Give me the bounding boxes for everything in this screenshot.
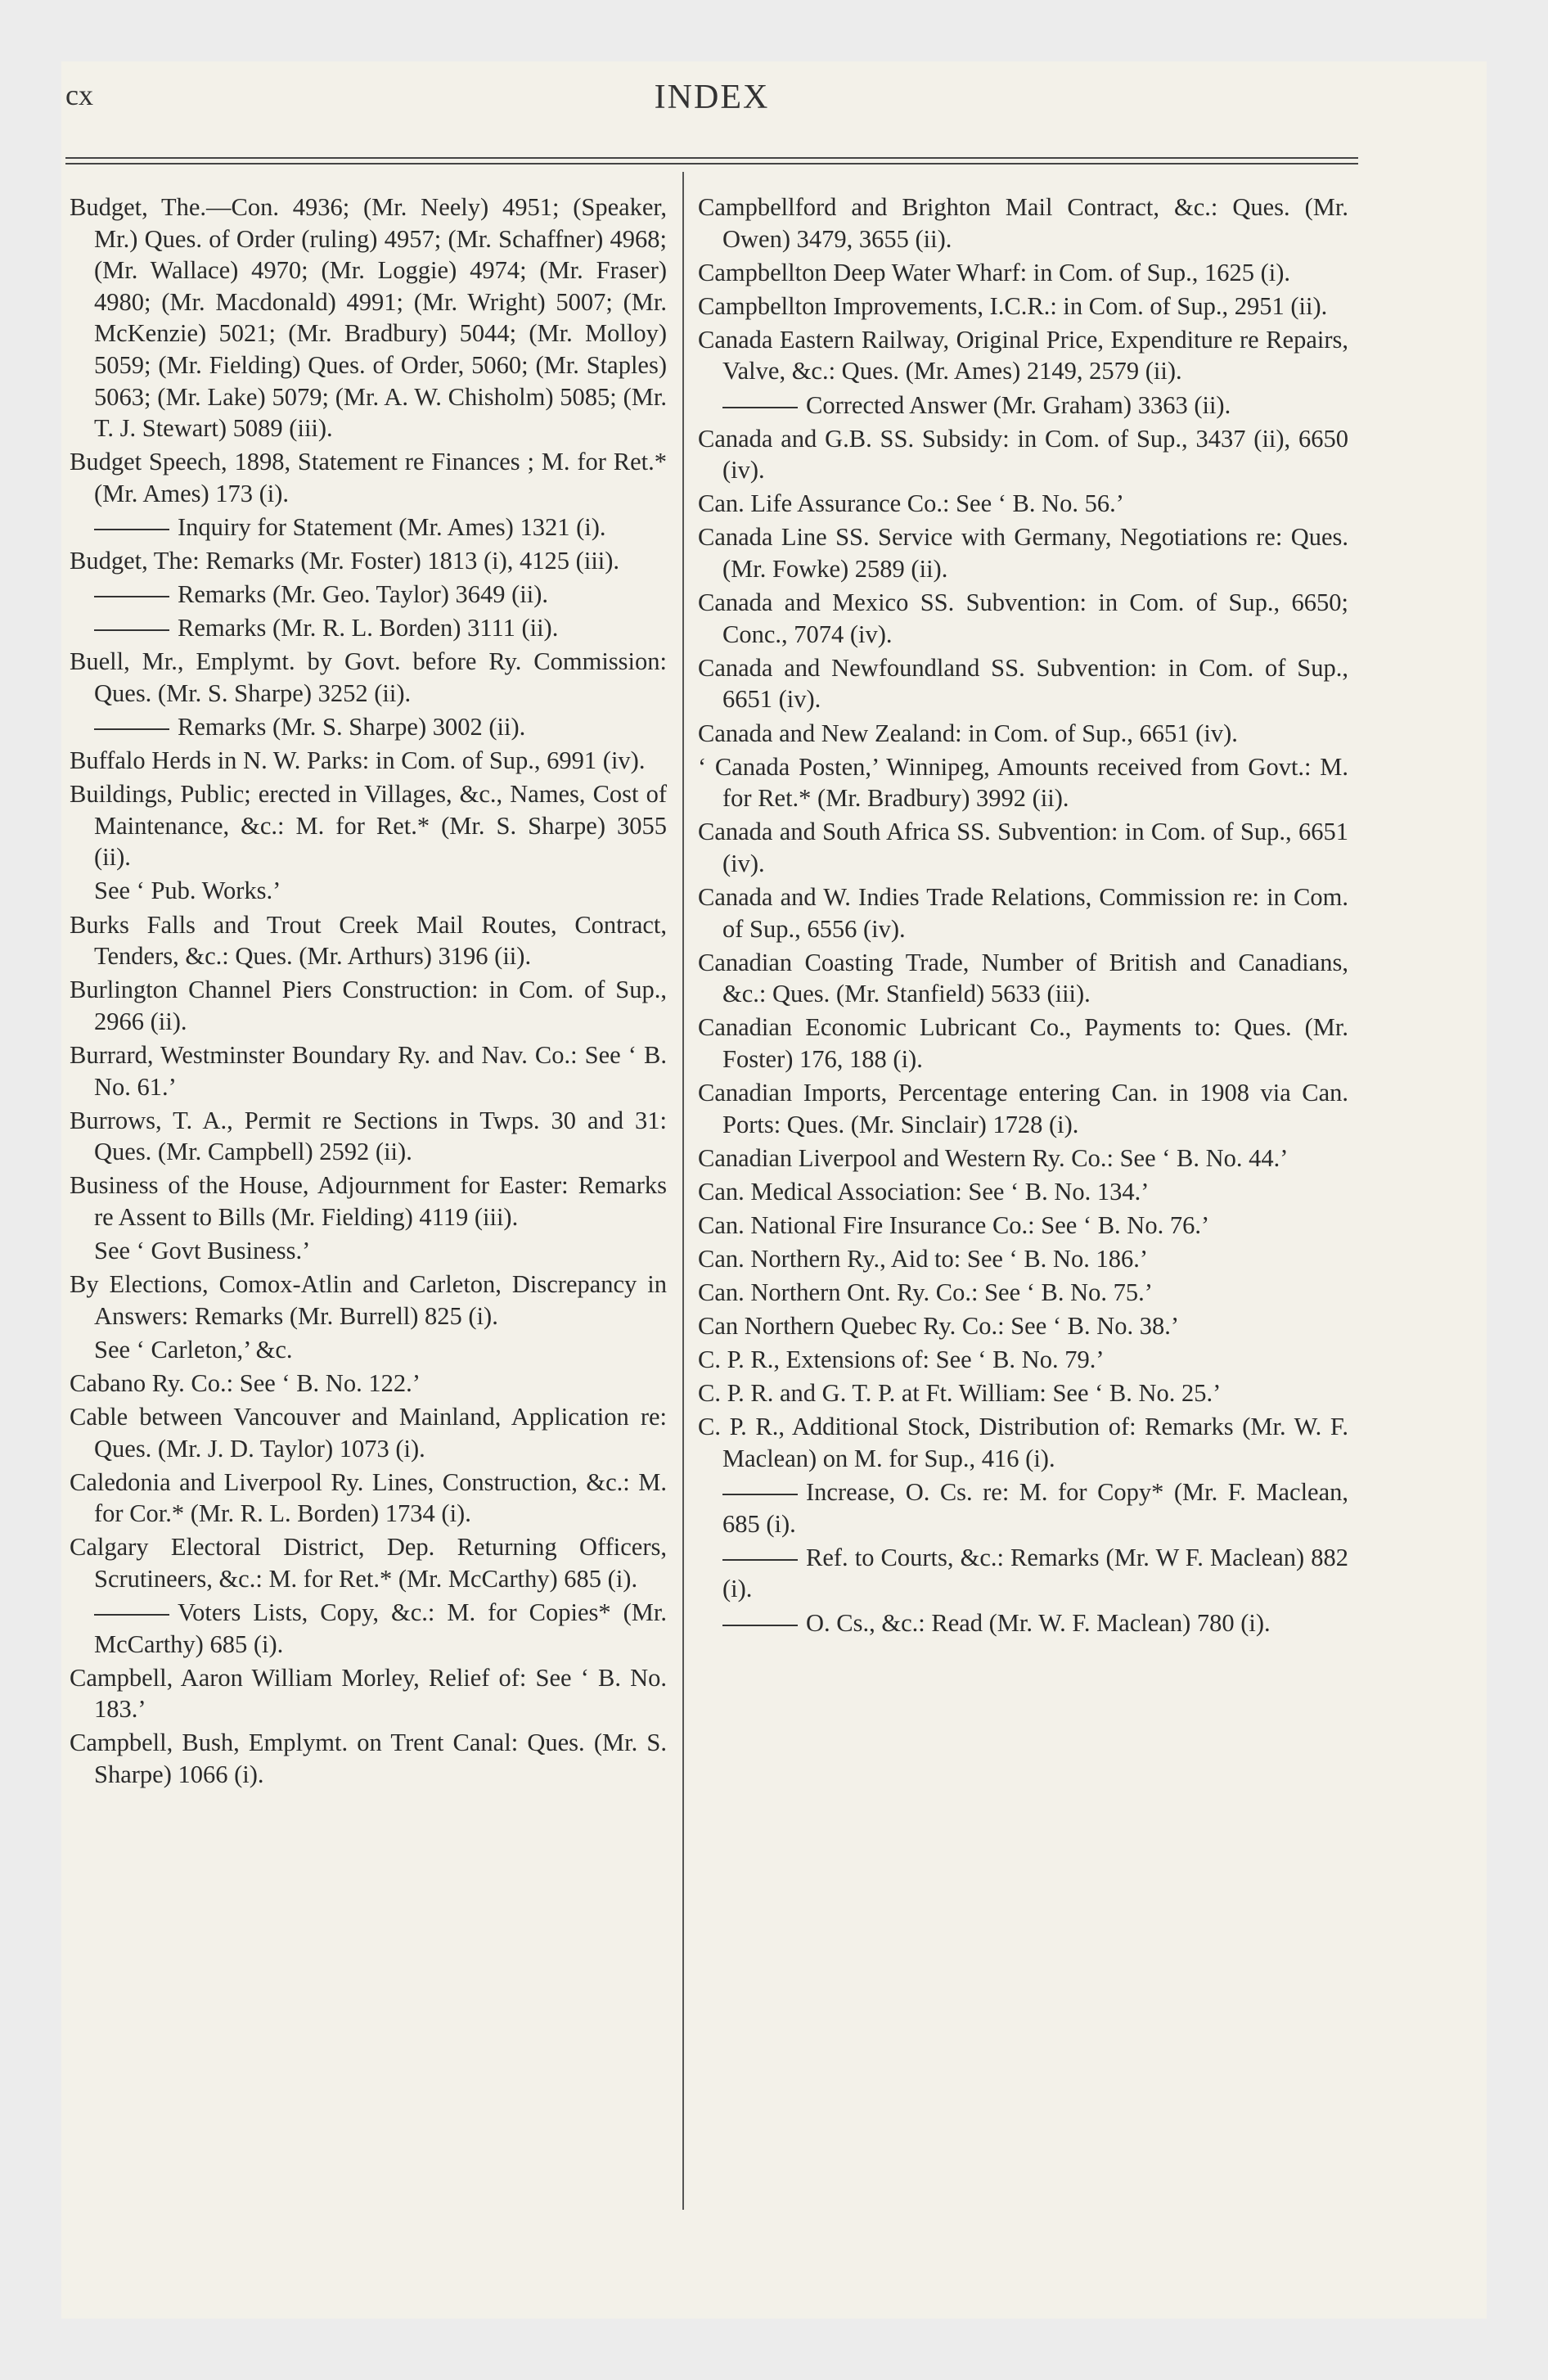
index-entry [698,1377,1348,1409]
index-entry [70,1531,667,1594]
entry-text: Burlington Channel Piers Construction: in Com. of Sup., 2966 (ii). [70,976,667,1035]
entry-text: Corrected Answer (Mr. Graham) 3363 (ii). [806,390,1231,419]
entry-text: Budget Speech, 1898, Statement re Finances ; M. for Ret.* (Mr. Ames) 173 (i). [70,448,667,507]
index-entry [70,1269,667,1332]
entry-text: Campbellford and Brighton Mail Contract, &c.: Ques. (Mr. Owen) 3479, 3655 (ii). [698,193,1348,253]
index-subentry [70,1597,667,1660]
entry-text: Can. Northern Ry., Aid to: See ‘ B. No. 186.’ [698,1245,1148,1273]
entry-text: Canadian Imports, Percentage entering Can. in 1908 via Can. Ports: Ques. (Mr. Sinclair) 1728 (i). [698,1079,1348,1138]
entry-text: Burks Falls and Trout Creek Mail Routes, Contract, Tenders, &c.: Ques. (Mr. Arthurs) 3196 (ii). [70,910,667,971]
ditto-dash [94,728,169,730]
entry-text: Canadian Economic Lubricant Co., Payments to: Ques. (Mr. Foster) 176, 188 (i). [698,1013,1348,1073]
index-subentry [70,579,667,611]
index-entry [70,1368,667,1400]
entry-text: Remarks (Mr. R. L. Borden) 3111 (ii). [178,614,559,642]
index-entry [698,1277,1348,1309]
entry-text: Buffalo Herds in N. W. Parks: in Com. of Sup., 6991 (iv). [70,746,646,775]
entry-text: By Elections, Comox-Atlin and Carleton, Discrepancy in Answers: Remarks (Mr. Burrell) 825 (i). [70,1270,667,1330]
ditto-dash [722,407,798,408]
entry-text: Campbell, Aaron William Morley, Relief of: See ‘ B. No. 183.’ [70,1663,667,1724]
entry-text: Campbellton Improvements, I.C.R.: in Com. of Sup., 2951 (ii). [698,291,1328,320]
entry-text: O. Cs., &c.: Read (Mr. W. F. Maclean) 780 (i). [806,1608,1271,1637]
index-entry [698,587,1348,650]
entry-text: C. P. R., Additional Stock, Distribution of: Remarks (Mr. W. F. Maclean) on M. for Sup., 416 (i). [698,1413,1348,1473]
index-entry [70,778,667,873]
entry-text: Burrows, T. A., Permit re Sections in Twps. 30 and 31: Ques. (Mr. Campbell) 2592 (ii). [70,1106,667,1166]
index-entry [70,1467,667,1530]
header-rule-double [65,163,1358,165]
entry-text: Can. Medical Association: See ‘ B. No. 134.’ [698,1177,1150,1206]
entry-text: Business of the House, Adjournment for Easter: Remarks re Assent to Bills (Mr. Fielding) 4119 (iii). [70,1171,667,1231]
entry-text: Cabano Ry. Co.: See ‘ B. No. 122.’ [70,1368,421,1397]
entry-text: See ‘ Govt Business.’ [94,1237,311,1264]
entry-text: Calgary Electoral District, Dep. Returning Officers, Scrutineers, &c.: M. for Ret.* (Mr. McCarthy) 685 (i). [70,1533,667,1593]
column-divider [682,172,684,2210]
entry-text: Canada and Newfoundland SS. Subvention: in Com. of Sup., 6651 (iv). [698,653,1348,714]
index-entry [698,718,1348,750]
index-entry [698,423,1348,486]
right-column [698,192,1348,1641]
index-subentry [698,1542,1348,1605]
entry-text: Voters Lists, Copy, &c.: M. for Copies* (Mr. McCarthy) 685 (i). [94,1598,667,1658]
page-number: cx [65,79,93,111]
entry-text: Buell, Mr., Emplymt. by Govt. before Ry. Commission: Ques. (Mr. S. Sharpe) 3252 (ii). [70,647,667,707]
entry-text: Canada and South Africa SS. Subvention: in Com. of Sup., 6651 (iv). [698,818,1348,877]
index-entry [70,545,667,577]
index-entry [698,521,1348,584]
index-entry [698,488,1348,520]
entry-text: Campbell, Bush, Emplymt. on Trent Canal: Ques. (Mr. S. Sharpe) 1066 (i). [70,1729,667,1788]
entry-text: Canada Eastern Railway, Original Price, Expenditure re Repairs, Valve, &c.: Ques. (Mr. Ames) 2149, 2579 (ii). [698,325,1348,385]
index-entry [70,1727,667,1790]
index-entry [70,974,667,1037]
index-cross-reference [70,1334,667,1366]
index-entry [698,816,1348,879]
entry-text: Buildings, Public; erected in Villages, &c., Names, Cost of Maintenance, &c.: M. for Ret.* (Mr. S. Sharpe) 3055 (ii). [70,780,667,872]
index-entry [698,947,1348,1010]
index-entry [698,257,1348,289]
ditto-dash [94,529,169,530]
index-entry [698,1210,1348,1242]
index-entry [698,324,1348,387]
entry-text: Canada and New Zealand: in Com. of Sup., 6651 (iv). [698,719,1238,747]
index-entry [698,751,1348,814]
index-entry [70,646,667,709]
index-entry [698,1310,1348,1342]
entry-text: Can. Northern Ont. Ry. Co.: See ‘ B. No. 75.’ [698,1278,1153,1307]
index-entry [70,1170,667,1233]
ditto-dash [94,1614,169,1616]
entry-text: Remarks (Mr. S. Sharpe) 3002 (ii). [178,713,526,741]
entry-text: Budget, The: Remarks (Mr. Foster) 1813 (i), 4125 (iii). [70,547,620,575]
entry-text: Campbellton Deep Water Wharf: in Com. of Sup., 1625 (i). [698,258,1291,286]
index-subentry [698,390,1348,421]
index-entry [70,1105,667,1168]
index-subentry [70,512,667,543]
entry-text: Canada and G.B. SS. Subsidy: in Com. of Sup., 3437 (ii), 6650 (iv). [698,424,1348,485]
entry-text: Remarks (Mr. Geo. Taylor) 3649 (ii). [178,580,549,609]
index-entry [698,1176,1348,1208]
entry-text: Canada Line SS. Service with Germany, Negotiations re: Ques. (Mr. Fowke) 2589 (ii). [698,523,1348,584]
ditto-dash [722,1494,798,1495]
page-header [65,78,1358,127]
index-entry [70,1039,667,1102]
entry-text: ‘ Canada Posten,’ Winnipeg, Amounts received from Govt.: M. for Ret.* (Mr. Bradbury) 3992 (ii). [698,752,1348,813]
index-entry [698,1143,1348,1174]
ditto-dash [94,596,169,597]
index-entry [70,1662,667,1725]
entry-text: Canada and Mexico SS. Subvention: in Com. of Sup., 6650; Conc., 7074 (iv). [698,588,1348,648]
index-entry [698,291,1348,322]
index-subentry [70,711,667,743]
ditto-dash [722,1625,798,1626]
ditto-dash [722,1559,798,1561]
entry-text: Ref. to Courts, &c.: Remarks (Mr. W F. Maclean) 882 (i). [722,1543,1348,1603]
header-rule [65,157,1358,159]
entry-text: Can. National Fire Insurance Co.: See ‘ B. No. 76.’ [698,1210,1210,1239]
entry-text: Budget, The.—Con. 4936; (Mr. Neely) 4951; (Speaker, Mr.) Ques. of Order (ruling) 4957; (Mr. Schaffner) 4968; (Mr. Wallace) 4970; (Mr. Loggie) 4974; (Mr. Fraser) 4980; (Mr. Macdonald) 4991; (Mr. Wright) 5007; (Mr. McKenzie) 5021; (Mr. Bradbury) 5044; (Mr. Molloy) 5059; (Mr. Fielding) Ques. of Order, 5060; (Mr. Staples) 5063; (Mr. Lake) 5079; (Mr. A. W. Chisholm) 5085; (Mr. T. J. Stewart) 5089 (iii). [70,193,667,443]
index-entry [698,881,1348,944]
index-cross-reference [70,1235,667,1267]
index-entry [70,446,667,509]
entry-text: Canadian Liverpool and Western Ry. Co.: See ‘ B. No. 44.’ [698,1143,1289,1172]
entry-text: See ‘ Pub. Works.’ [94,877,281,905]
entry-text: Can Northern Quebec Ry. Co.: See ‘ B. No. 38.’ [698,1312,1180,1341]
entry-text: Can. Life Assurance Co.: See ‘ B. No. 56.’ [698,489,1124,518]
index-entry [70,1401,667,1464]
index-cross-reference [70,875,667,907]
entry-text: Inquiry for Statement (Mr. Ames) 1321 (i). [178,512,606,541]
entry-text: Canada and W. Indies Trade Relations, Commission re: in Com. of Sup., 6556 (iv). [698,882,1348,943]
ditto-dash [94,629,169,631]
entry-text: Burrard, Westminster Boundary Ry. and Nav. Co.: See ‘ B. No. 61.’ [70,1040,667,1101]
entry-text: Caledonia and Liverpool Ry. Lines, Construction, &c.: M. for Cor.* (Mr. R. L. Borden) 1734 (i). [70,1467,667,1528]
index-entry [698,192,1348,255]
index-subentry [70,612,667,644]
entry-text: C. P. R., Extensions of: See ‘ B. No. 79.’ [698,1346,1105,1374]
entry-text: Canadian Coasting Trade, Number of British and Canadians, &c.: Ques. (Mr. Stanfield) 5633 (iii). [698,948,1348,1008]
index-entry [698,1012,1348,1075]
index-entry [698,1077,1348,1140]
index-entry [698,652,1348,715]
index-entry [70,745,667,777]
left-column [70,192,667,1792]
index-entry [70,192,667,444]
entry-text: Increase, O. Cs. re: M. for Copy* (Mr. F. Maclean, 685 (i). [722,1478,1348,1538]
index-entry [70,909,667,972]
entry-text: See ‘ Carleton,’ &c. [94,1335,293,1364]
index-subentry [698,1607,1348,1639]
entry-text: C. P. R. and G. T. P. at Ft. William: See ‘ B. No. 25.’ [698,1379,1222,1408]
index-entry [698,1243,1348,1275]
index-entry [698,1344,1348,1376]
entry-text: Cable between Vancouver and Mainland, Application re: Ques. (Mr. J. D. Taylor) 1073 (i). [70,1402,667,1463]
page-title: INDEX [654,79,770,116]
index-subentry [698,1476,1348,1539]
index-entry [698,1411,1348,1474]
